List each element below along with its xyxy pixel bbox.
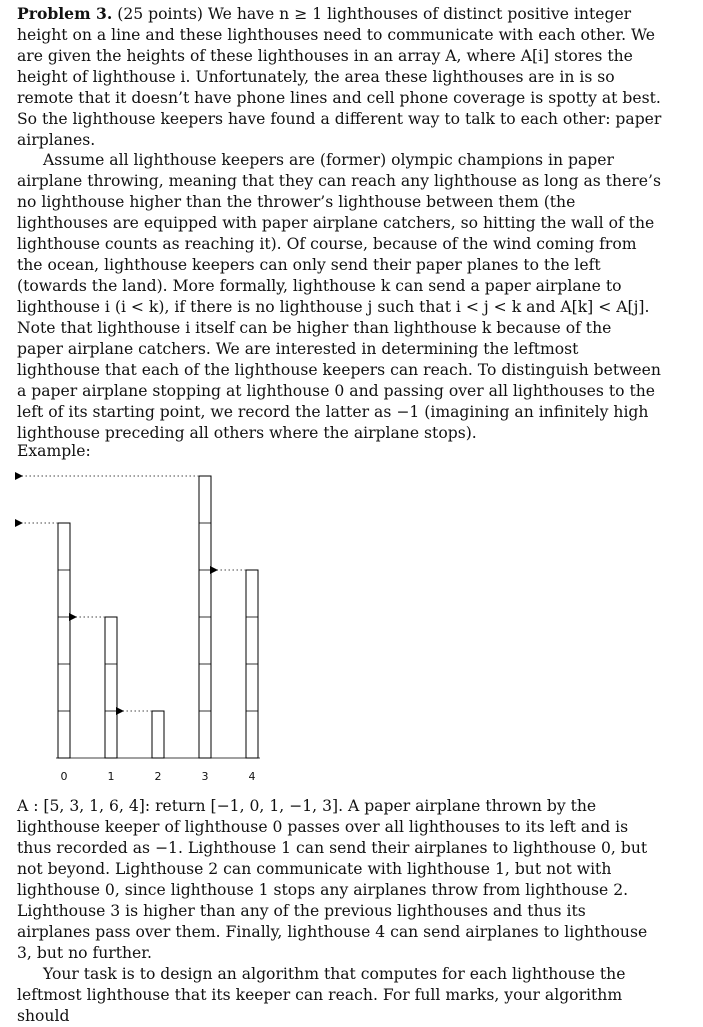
index-label-1: 1 xyxy=(107,770,115,783)
task-paragraph xyxy=(17,964,662,1027)
index-label-0: 0 xyxy=(60,770,68,783)
problem-paragraph-2 xyxy=(17,150,662,444)
paragraph-3-text: A : [5, 3, 1, 6, 4]: return [−1, 0, 1, −1, 3]. A paper airplane thrown by the lighthouse keeper of lighthouse 0 passes over all lighthouses to its left and is thus recorded as −1. Lighthouse 1 can send their airplanes to lighthouse 0, but not beyond. Lighthouse 2 can communicate with lighthouse 1, but not with lighthouse 0, since lighthouse 1 stops any airplanes throw from lighthouse 2. Lighthouse 3 is higher than any of the previous lighthouses and thus its airplanes pass over them. Finally, lighthouse 4 can send airplanes to lighthouse 3, but no further. xyxy=(17,797,648,962)
paragraph-2-text: Assume all lighthouse keepers are (former) olympic champions in paper airplane throwing, meaning that they can reach any lighthouse as long as there’s no lighthouse higher than the thrower’s lighthouse between them (the lighthouses are equipped with paper airplane catchers, so hitting the wall of the lighthouse counts as reaching it). Of course, because of the wind coming from the ocean, lighthouse keepers can only send their paper planes to the left (towards the land). More formally, lighthouse k can send a paper airplane to lighthouse i (i < k), if there is no lighthouse j such that i < j < k and A[k] < A[j]. Note that lighthouse i itself can be higher than lighthouse k because of the paper airplane catchers. We are interested in determining the leftmost lighthouse that each of the lighthouse keepers can reach. To distinguish between a paper airplane stopping at lighthouse 0 and passing over all lighthouses to the left of its starting point, we record the latter as −1 (imagining an infinitely high lighthouse preceding all others where the airplane stops). xyxy=(17,151,661,442)
example-label: Example: xyxy=(17,442,91,460)
problem-paragraph-1 xyxy=(17,3,662,151)
paragraph-1-text: We have n ≥ 1 lighthouses of distinct positive integer height on a line and these lighthouses need to communicate with each other. We are given the heights of these lighthouses in an array A, where A[i] stores the height of lighthouse i. Unfortunately, the area these lighthouses are in is so remote that it doesn’t have phone lines and cell phone coverage is spotty at best. So the lighthouse keepers have found a different way to talk to each other: paper airplanes. xyxy=(17,5,662,149)
problem-heading: Problem 3. xyxy=(17,4,113,23)
index-label-4: 4 xyxy=(248,770,256,783)
index-label-2: 2 xyxy=(154,770,162,783)
lighthouse-diagram xyxy=(0,470,300,790)
paragraph-4-text: Your task is to design an algorithm that computes for each lighthouse the leftmost lighthouse that its keeper can reach. For full marks, your algorithm should xyxy=(17,965,626,1025)
lighthouse-tower-2 xyxy=(152,711,164,758)
lighthouse-tower-1 xyxy=(105,617,117,758)
lighthouse-tower-0 xyxy=(58,523,70,758)
problem-points: (25 points) xyxy=(117,5,203,23)
example-explanation xyxy=(17,796,662,964)
index-label-3: 3 xyxy=(201,770,209,783)
